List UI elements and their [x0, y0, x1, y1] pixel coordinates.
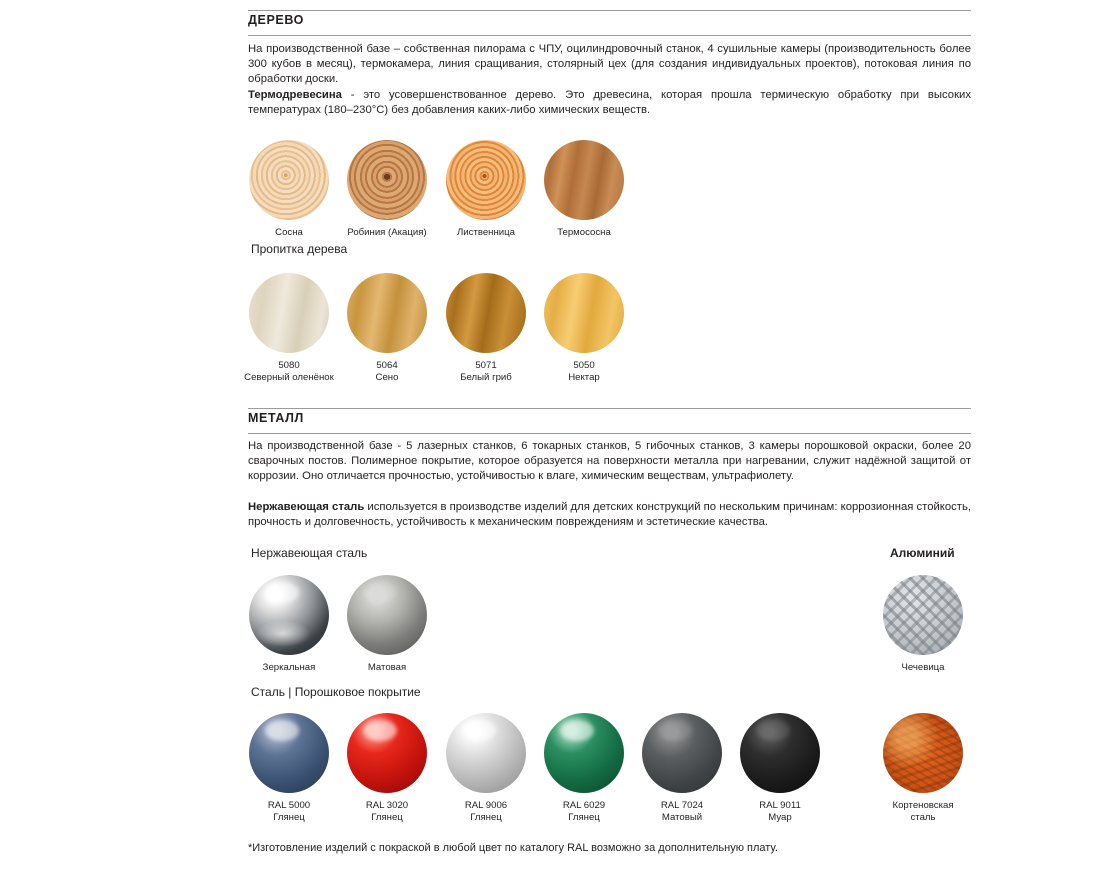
swatch-powder[interactable]: [239, 713, 339, 823]
swatch-wood-species[interactable]: [239, 140, 339, 239]
section-header-metal: [248, 411, 971, 429]
wood-species-disc: [249, 140, 329, 220]
swatch-aluminium[interactable]: [873, 575, 973, 674]
impregnation-disc: [544, 273, 624, 353]
swatch-impregnation[interactable]: [534, 273, 634, 383]
divider-metal-bottom: [248, 433, 971, 434]
wood-species-disc: [347, 140, 427, 220]
metal-paragraph-2-rest: используется в производстве изделий для детских конструкций по нескольким причинам: коррозионная стойкость, прочность и долговечность, устойчивость к механическим повреждениям и эстетические качества.: [248, 501, 971, 529]
footnote: *Изготовление изделий с покраской в любой цвет по каталогу RAL возможно за дополнительную плату.: [248, 842, 778, 854]
swatch-impregnation[interactable]: [436, 273, 536, 383]
metal-paragraph-1: На производственной базе - 5 лазерных станков, 6 токарных станков, 5 гибочных станков, 3 камеры порошковой окраски, более 20 сварочных постов. Полимерное покрытие, которое образуется на поверхности металла при нагревании, служит надёжной защитой от коррозии. Оно отличается прочностью, устойчивостью к влаге, химическим веществам, ультрафиолету.: [248, 440, 971, 483]
impregnation-name: Сено: [375, 371, 399, 383]
wood-paragraph-2: [248, 88, 971, 118]
corten-label-line1: Кортеновская: [892, 800, 954, 811]
impregnation-code: 5050: [573, 360, 595, 371]
section-title-metal: МЕТАЛЛ: [248, 411, 304, 425]
powder-code: RAL 9011: [759, 800, 801, 811]
impregnation-name: Северный оленёнок: [244, 371, 334, 383]
corten-label-line2: сталь: [910, 811, 936, 823]
powder-finish: Глянец: [371, 811, 403, 823]
metal-paragraph-2: [248, 500, 971, 530]
powder-disc: [740, 713, 820, 793]
powder-disc: [642, 713, 722, 793]
powder-code: RAL 6029: [562, 800, 606, 811]
powder-finish: Матовый: [661, 811, 703, 823]
powder-finish: Глянец: [470, 811, 502, 823]
aluminium-label: Чечевица: [901, 662, 945, 673]
powder-disc: [347, 713, 427, 793]
wood-species-label: Сосна: [275, 227, 303, 238]
impregnation-disc: [347, 273, 427, 353]
powder-finish: Глянец: [273, 811, 305, 823]
swatch-powder[interactable]: [337, 713, 437, 823]
stainless-mirror-disc: [249, 575, 329, 655]
wood-species-label: Лиственница: [457, 227, 515, 238]
swatch-powder[interactable]: [534, 713, 634, 823]
wood-species-label: Термососна: [557, 227, 611, 238]
powder-disc: [544, 713, 624, 793]
subsection-title-impregnation: Пропитка дерева: [251, 242, 348, 256]
powder-disc: [249, 713, 329, 793]
impregnation-code: 5080: [278, 360, 300, 371]
subsection-title-powder: Сталь | Порошковое покрытие: [251, 685, 421, 699]
impregnation-disc: [446, 273, 526, 353]
subsection-title-aluminium: Алюминий: [890, 546, 955, 560]
swatch-corten[interactable]: [873, 713, 973, 823]
impregnation-name: Белый гриб: [460, 371, 512, 383]
section-title-wood: ДЕРЕВО: [248, 13, 304, 27]
swatch-wood-species[interactable]: [436, 140, 536, 239]
powder-code: RAL 9006: [464, 800, 508, 811]
divider-metal-top: [248, 408, 971, 409]
wood-paragraph-2-rest: - это усовершенствованное дерево. Это древесина, которая прошла термическую обработку при высоких температурах (180–230°C) без добавления каких-либо химических веществ.: [248, 89, 971, 117]
section-header-wood: [248, 13, 971, 31]
wood-paragraph-2-lead: Термодревесина: [248, 89, 342, 101]
stainless-label: Зеркальная: [262, 662, 316, 673]
divider-wood-top: [248, 10, 971, 11]
swatch-wood-species[interactable]: [534, 140, 634, 239]
wood-species-disc: [544, 140, 624, 220]
swatch-stainless[interactable]: [239, 575, 339, 674]
aluminium-lentil-disc: [883, 575, 963, 655]
swatch-powder[interactable]: [730, 713, 830, 823]
impregnation-code: 5071: [475, 360, 497, 371]
stainless-matte-disc: [347, 575, 427, 655]
wood-species-disc: [446, 140, 526, 220]
impregnation-code: 5064: [376, 360, 398, 371]
powder-code: RAL 7024: [660, 800, 704, 811]
wood-species-label: Робиния (Акация): [347, 227, 427, 238]
stainless-label: Матовая: [367, 662, 407, 673]
powder-code: RAL 3020: [365, 800, 409, 811]
powder-finish: Муар: [768, 811, 792, 823]
impregnation-disc: [249, 273, 329, 353]
wood-paragraph-1: На производственной базе – собственная пилорама с ЧПУ, оцилиндровочный станок, 4 сушильные камеры (производительность более 300 кубов в месяц), термокамера, линия сращивания, столярный цех (для создания индивидуальных проектов), потоковая линия по обработки доски.: [248, 43, 971, 86]
swatch-impregnation[interactable]: [337, 273, 437, 383]
impregnation-name: Нектар: [568, 371, 600, 383]
swatch-powder[interactable]: [436, 713, 536, 823]
divider-wood-bottom: [248, 35, 971, 36]
swatch-wood-species[interactable]: [337, 140, 437, 239]
corten-disc: [883, 713, 963, 793]
swatch-stainless[interactable]: [337, 575, 437, 674]
powder-finish: Глянец: [568, 811, 600, 823]
swatch-powder[interactable]: [632, 713, 732, 823]
powder-code: RAL 5000: [267, 800, 311, 811]
subsection-title-stainless: Нержавеющая сталь: [251, 546, 368, 560]
powder-disc: [446, 713, 526, 793]
swatch-impregnation[interactable]: [239, 273, 339, 383]
metal-paragraph-2-lead: Нержавеющая сталь: [248, 501, 365, 513]
